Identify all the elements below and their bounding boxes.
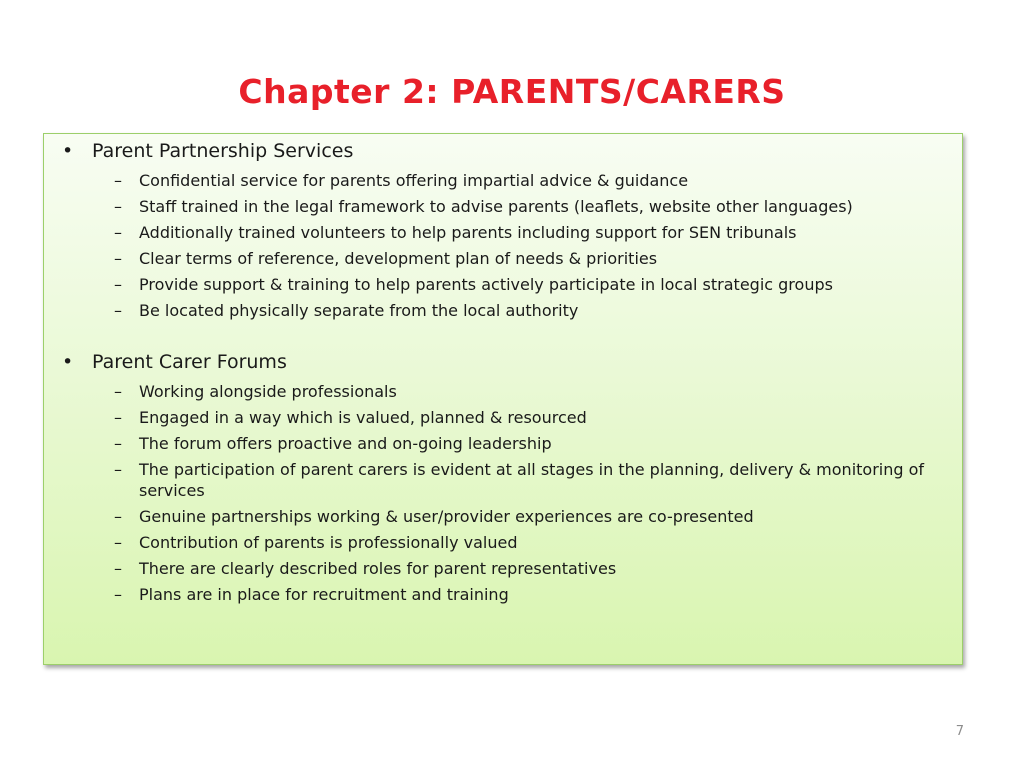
dash-glyph: – <box>114 559 122 578</box>
list-item <box>54 459 946 501</box>
sub-list <box>54 170 946 321</box>
section-heading: Parent Carer Forums <box>92 351 287 373</box>
section-heading: Parent Partnership Services <box>92 140 354 162</box>
bullet-glyph: • <box>62 140 74 162</box>
dash-glyph: – <box>114 223 122 242</box>
page-number: 7 <box>955 724 964 739</box>
list-item-text: Genuine partnerships working & user/provider experiences are co-presented <box>139 507 754 526</box>
list-item <box>54 506 946 527</box>
list-item-text: Working alongside professionals <box>139 382 397 401</box>
slide-title: Chapter 2: PARENTS/CARERS <box>238 72 786 111</box>
list-item-text: Additionally trained volunteers to help parents including support for SEN tribunals <box>139 223 797 242</box>
list-item <box>54 170 946 191</box>
bullet-heading <box>54 349 946 376</box>
bullet-heading <box>54 138 946 165</box>
list-item <box>54 558 946 579</box>
list-item-text: Contribution of parents is professionally valued <box>139 533 518 552</box>
dash-glyph: – <box>114 585 122 604</box>
list-item-text: Clear terms of reference, development plan of needs & priorities <box>139 249 658 268</box>
list-item-text: Staff trained in the legal framework to advise parents (leaflets, website other languages) <box>139 197 853 216</box>
bullet-glyph: • <box>62 351 74 373</box>
dash-glyph: – <box>114 533 122 552</box>
dash-glyph: – <box>114 275 122 294</box>
section-parent-partnership-services <box>54 138 946 321</box>
dash-glyph: – <box>114 171 122 190</box>
list-item <box>54 407 946 428</box>
list-item <box>54 222 946 243</box>
content-box <box>43 133 963 665</box>
list-item-text: Plans are in place for recruitment and training <box>139 585 509 604</box>
list-item <box>54 433 946 454</box>
dash-glyph: – <box>114 197 122 216</box>
list-item <box>54 584 946 605</box>
dash-glyph: – <box>114 408 122 427</box>
list-item <box>54 248 946 269</box>
list-item <box>54 300 946 321</box>
dash-glyph: – <box>114 382 122 401</box>
dash-glyph: – <box>114 249 122 268</box>
dash-glyph: – <box>114 460 122 479</box>
list-item-text: The forum offers proactive and on-going leadership <box>139 434 552 453</box>
list-item <box>54 274 946 295</box>
list-item <box>54 532 946 553</box>
dash-glyph: – <box>114 301 122 320</box>
list-item-text: There are clearly described roles for parent representatives <box>139 559 617 578</box>
list-item <box>54 196 946 217</box>
list-item-text: The participation of parent carers is evident at all stages in the planning, delivery & monitoring of services <box>139 460 925 500</box>
dash-glyph: – <box>114 434 122 453</box>
list-item-text: Confidential service for parents offering impartial advice & guidance <box>139 171 689 190</box>
list-item-text: Be located physically separate from the local authority <box>139 301 579 320</box>
list-item-text: Provide support & training to help parents actively participate in local strategic groups <box>139 275 833 294</box>
list-item-text: Engaged in a way which is valued, planned & resourced <box>139 408 587 427</box>
sub-list <box>54 381 946 605</box>
list-item <box>54 381 946 402</box>
dash-glyph: – <box>114 507 122 526</box>
section-parent-carer-forums <box>54 349 946 605</box>
